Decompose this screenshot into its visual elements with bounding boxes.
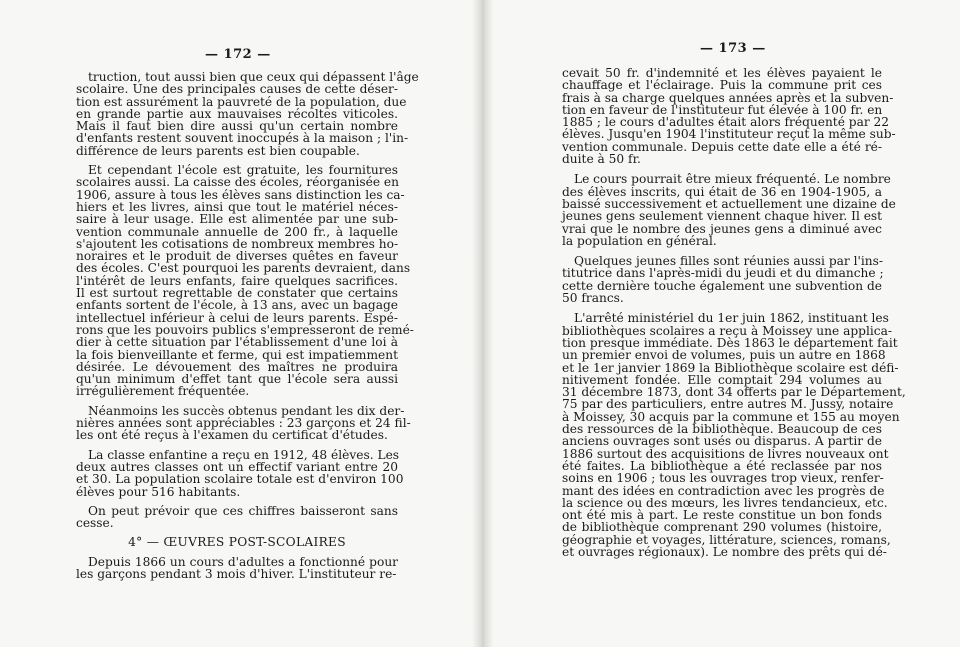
text-line: Le cours pourrait être mieux fréquenté. Le nombre — [574, 172, 891, 187]
text-line: chauffage et l'éclairage. Puis la commune prit ces — [562, 78, 882, 93]
text-line: vention communale. Depuis cette date elle a été ré- — [562, 139, 882, 154]
page-number: — 173 — — [700, 41, 766, 56]
paragraph — [76, 403, 411, 443]
text-line: 1906, assure à tous les élèves sans distinction les ca- — [76, 187, 405, 202]
text-line: d'enfants restent souvent inoccupés à la maison ; l'in- — [76, 131, 409, 146]
text-line: 50 francs. — [562, 291, 624, 306]
paragraph — [562, 172, 896, 248]
text-line: On peut prévoir que ces chiffres baisseront sans — [88, 503, 398, 518]
text-line: cesse. — [76, 516, 114, 531]
text-line: hiers et les livres, ainsi que tout le matériel néces- — [76, 199, 398, 214]
paragraph — [76, 447, 404, 499]
text-line: scolaire. Une des principales causes de cette déser- — [76, 82, 398, 97]
text-line: la population en général. — [562, 233, 717, 248]
text-line: Quelques jeunes filles sont réunies aussi par l'ins- — [574, 254, 883, 269]
text-line: irrégulièrement fréquentée. — [76, 384, 250, 399]
text-line: tion est assurément la pauvreté de la population, due — [76, 94, 407, 109]
page-body — [76, 70, 419, 581]
text-line: soins en 1906 ; tous les ouvrages trop vieux, renfer- — [562, 471, 884, 486]
text-line: s'ajoutent les cotisations de nombreux membres ho- — [76, 236, 399, 251]
book-gutter — [472, 0, 494, 647]
text-line: vention communale annuelle de 200 fr., à laquelle — [76, 224, 398, 239]
text-line: La classe enfantine a reçu en 1912, 48 élèves. Les — [88, 447, 400, 462]
text-line: Mais il faut bien dire aussi qu'un certain nombre — [76, 119, 398, 134]
text-line: duite à 50 fr. — [562, 152, 641, 167]
text-line: dier à cette situation par l'établissement d'une loi à — [76, 335, 398, 350]
paragraph — [562, 255, 882, 304]
right-page — [494, 0, 960, 647]
text-line: vrai que le nombre des jeunes gens a diminué avec — [562, 221, 882, 236]
text-line: deux autres classes ont un effectif variant entre 20 — [76, 459, 398, 474]
text-line: 31 décembre 1873, dont 34 offerts par le Département, — [562, 385, 906, 400]
paragraph — [76, 505, 398, 530]
text-line: Depuis 1866 un cours d'adultes a fonctionné pour — [88, 554, 398, 569]
text-line: bibliothèques scolaires a reçu à Moissey une applica- — [562, 323, 892, 338]
text-line: tion en faveur de l'instituteur fut élevée à 100 fr. en — [562, 102, 883, 117]
text-line: élèves pour 516 habitants. — [76, 484, 241, 499]
text-line: scolaires aussi. La caisse des écoles, réorganisée en — [76, 175, 399, 190]
text-line: l'intérêt de leurs enfants, faire quelques sacrifices. — [76, 273, 398, 288]
text-line: L'arrêté ministériel du 1er juin 1862, instituant les — [574, 311, 889, 326]
text-line: désirée. Le dévouement des maîtres ne produira — [76, 359, 398, 374]
text-line: cevait 50 fr. d'indemnité et les élèves payaient le — [562, 66, 882, 80]
text-line: 1886 surtout des acquisitions de livres nouveaux ont — [562, 446, 889, 461]
text-line: intellectuel inférieur à celui de leurs parents. Espé- — [76, 310, 398, 325]
text-line: un premier envoi de volumes, puis un autre en 1868 — [562, 348, 886, 363]
left-page — [0, 0, 472, 647]
section-heading: 4° — ŒUVRES POST-SCOLAIRES — [128, 535, 346, 550]
text-line: Il est surtout regrettable de constater que certains — [76, 286, 398, 301]
paragraph — [562, 66, 896, 167]
text-line: Néanmoins les succès obtenus pendant les dix der- — [88, 403, 405, 418]
text-line: différence de leurs parents est bien coupable. — [76, 143, 360, 158]
text-line: baissé successivement et actuellement une dizaine de — [562, 196, 896, 211]
text-line: les ont été reçus à l'examen du certificat d'études. — [76, 428, 388, 443]
text-line: des élèves inscrits, qui était de 36 en 1904-1905, a — [562, 184, 882, 199]
text-line: frais à sa charge quelques années après et la subven- — [562, 90, 894, 105]
text-line: truction, tout aussi bien que ceux qui dépassent l'âge — [88, 70, 419, 84]
text-line: de bibliothèque comprenant 290 volumes (histoire, — [562, 520, 882, 535]
text-line: en grande partie aux mauvaises récoltes viticoles. — [76, 106, 398, 121]
text-line: titutrice dans l'après-midi du jeudi et du dimanche ; — [562, 266, 884, 281]
paragraph — [76, 163, 414, 399]
text-line: nières années sont appréciables : 23 garçons et 24 fil- — [76, 416, 411, 431]
text-line: et 30. La population scolaire totale est d'environ 100 — [76, 472, 404, 487]
text-line: noraires et le produit de diverses quêtes en faveur — [76, 249, 398, 264]
text-line: la fois bienveillante et ferme, qui est impatiemment — [76, 347, 398, 362]
text-line: Et cependant l'école est gratuite, les fournitures — [88, 163, 398, 178]
text-line: été faites. La bibliothèque a été reclassée par nos — [562, 458, 882, 473]
text-line: géographie et voyages, littérature, sciences, romans, — [562, 532, 891, 547]
paragraph — [562, 311, 906, 559]
text-line: jeunes gens seulement viennent chaque hiver. Il est — [562, 209, 883, 224]
paragraph — [76, 556, 398, 581]
text-line: rons que les pouvoirs publics s'empresseront de remé- — [76, 322, 414, 337]
paragraph — [76, 70, 419, 158]
text-line: et le 1er janvier 1869 la Bibliothèque scolaire est défi- — [562, 360, 899, 375]
text-line: des écoles. C'est pourquoi les parents devraient, dans — [76, 261, 411, 276]
text-line: ont été mis à part. Le reste constitue un bon fonds — [562, 508, 882, 523]
text-line: saire à leur usage. Elle est alimentée par une sub- — [76, 212, 398, 227]
text-line: et ouvrages régionaux). Le nombre des prêts qui dé- — [562, 544, 887, 559]
text-line: 75 par des particuliers, entre autres M. Jussy, notaire — [562, 397, 894, 412]
text-line: 1885 ; le cours d'adultes était alors fréquenté par 22 — [562, 115, 890, 130]
text-line: les garçons pendant 3 mois d'hiver. L'instituteur re- — [76, 566, 397, 581]
text-line: mant des idées en contradiction avec les progrès de — [562, 483, 885, 498]
text-line: la science ou des mœurs, les livres tendancieux, etc. — [562, 495, 888, 510]
text-line: enfants sortent de l'école, à 13 ans, avec un bagage — [76, 298, 398, 313]
text-line: cette dernière touche également une subvention de — [562, 278, 882, 293]
text-line: élèves. Jusqu'en 1904 l'instituteur reçut la même sub- — [562, 127, 896, 142]
text-line: tion presque immédiate. Dès 1863 le département fait — [562, 335, 898, 350]
page-number: — 172 — — [205, 47, 271, 62]
text-line: nitivement fondée. Elle comptait 294 volumes au — [562, 372, 882, 387]
text-line: anciens ouvrages sont usés ou disparus. A partir de — [562, 434, 882, 449]
text-line: des ressources de la bibliothèque. Beaucoup de ces — [562, 422, 882, 437]
text-line: à Moissey, 30 acquis par la commune et 155 au moyen — [562, 409, 900, 424]
text-line: qu'un minimum d'effet tant que l'école sera aussi — [76, 372, 398, 387]
page-body — [562, 66, 906, 559]
